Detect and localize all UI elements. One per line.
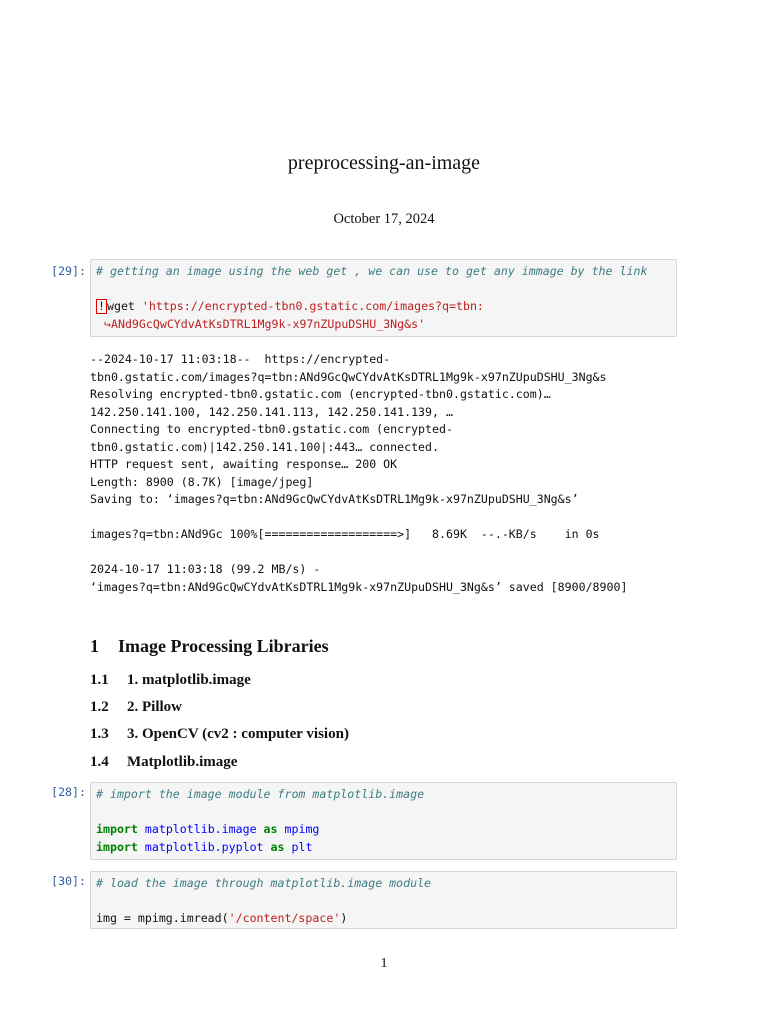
- code-command: wget: [106, 299, 142, 314]
- code-alias: plt: [291, 839, 313, 854]
- subsection-title: 3. OpenCV (cv2 : computer vision): [127, 726, 349, 742]
- output-line: Connecting to encrypted-tbn0.gstatic.com (encrypted-: [90, 422, 453, 436]
- subsection-heading: [90, 699, 182, 716]
- subsection-number: 1.1: [90, 672, 109, 688]
- cell-prompt: [30]:: [51, 874, 86, 888]
- subsection-title: Matplotlib.image: [127, 754, 238, 770]
- section-number: 1: [90, 636, 99, 656]
- code-string-continued: ↪ANd9GcQwCYdvAtKsDTRL1Mg9k-x97nZUpuDSHU_3Ng&s': [104, 316, 426, 331]
- code-alias: mpimg: [284, 822, 320, 837]
- code-line-blank: [96, 804, 671, 822]
- code-module: matplotlib.pyplot: [144, 839, 264, 854]
- subsection-title: 1. matplotlib.image: [127, 672, 251, 688]
- cell-prompt: [29]:: [51, 264, 86, 278]
- code-line: [96, 839, 671, 857]
- code-line-blank: [96, 281, 671, 299]
- code-keyword: as: [270, 839, 285, 854]
- subsection-heading: [90, 726, 349, 743]
- output-line: images?q=tbn:ANd9Gc 100%[===================>] 8.69K --.-KB/s in 0s: [90, 527, 600, 541]
- code-line: [96, 875, 671, 893]
- code-line: [96, 263, 671, 281]
- code-text: ): [340, 911, 348, 926]
- code-keyword: import: [96, 839, 138, 854]
- output-line: tbn0.gstatic.com/images?q=tbn:ANd9GcQwCYdvAtKsDTRL1Mg9k-x97nZUpuDSHU_3Ng&s: [90, 369, 607, 384]
- code-keyword: as: [263, 822, 278, 837]
- output-line: 142.250.141.100, 142.250.141.113, 142.250.141.139, …: [90, 404, 453, 419]
- output-line: Saving to: ‘images?q=tbn:ANd9GcQwCYdvAtKsDTRL1Mg9k-x97nZUpuDSHU_3Ng&s’: [90, 492, 579, 506]
- code-cell-import[interactable]: [90, 782, 677, 860]
- cell-prompt: [28]:: [51, 785, 86, 799]
- document-date: October 17, 2024: [333, 211, 435, 227]
- code-text: img = mpimg.imread(: [96, 911, 229, 926]
- code-line: [96, 298, 671, 316]
- subsection-title: 2. Pillow: [127, 699, 182, 715]
- subsection-number: 1.2: [90, 699, 109, 715]
- subsection-heading: [90, 672, 251, 689]
- page-number: 1: [380, 956, 388, 971]
- shell-bang: !: [98, 299, 105, 314]
- section-title: Image Processing Libraries: [118, 636, 329, 656]
- code-line: [96, 786, 671, 804]
- code-line: [96, 910, 671, 928]
- output-line: ‘images?q=tbn:ANd9GcQwCYdvAtKsDTRL1Mg9k-x97nZUpuDSHU_3Ng&s’ saved [8900/8900]: [90, 579, 628, 594]
- subsection-heading: [90, 754, 237, 771]
- code-line: [96, 316, 671, 334]
- code-comment: # import the image module from matplotlib.image: [96, 787, 425, 801]
- code-comment: # getting an image using the web get , we can use to get any immage by the link: [96, 264, 648, 278]
- code-cell-load-image[interactable]: [90, 871, 677, 929]
- output-line: HTTP request sent, awaiting response… 200 OK: [90, 457, 398, 471]
- output-line: --2024-10-17 11:03:18-- https://encrypted-: [90, 352, 391, 366]
- code-line-blank: [96, 893, 671, 911]
- subsection-number: 1.3: [90, 726, 109, 742]
- code-comment: # load the image through matplotlib.image module: [96, 876, 432, 890]
- output-line: [90, 509, 627, 527]
- output-line: Resolving encrypted-tbn0.gstatic.com (encrypted-tbn0.gstatic.com)…: [90, 387, 551, 401]
- code-module: matplotlib.image: [144, 822, 257, 837]
- output-line: 2024-10-17 11:03:18 (99.2 MB/s) -: [90, 562, 321, 576]
- output-line: Length: 8900 (8.7K) [image/jpeg]: [90, 474, 314, 489]
- cell-output: [90, 351, 627, 596]
- code-keyword: import: [96, 822, 138, 837]
- code-string: 'https://encrypted-tbn0.gstatic.com/images?q=tbn:: [141, 299, 484, 314]
- code-line: [96, 821, 671, 839]
- output-line: [90, 544, 627, 562]
- code-cell-wget[interactable]: [90, 259, 677, 337]
- subsection-number: 1.4: [90, 754, 109, 770]
- output-line: tbn0.gstatic.com)|142.250.141.100|:443… connected.: [90, 439, 440, 454]
- section-heading: [90, 636, 329, 657]
- document-title: preprocessing-an-image: [287, 152, 481, 174]
- code-string: '/content/space': [228, 911, 341, 926]
